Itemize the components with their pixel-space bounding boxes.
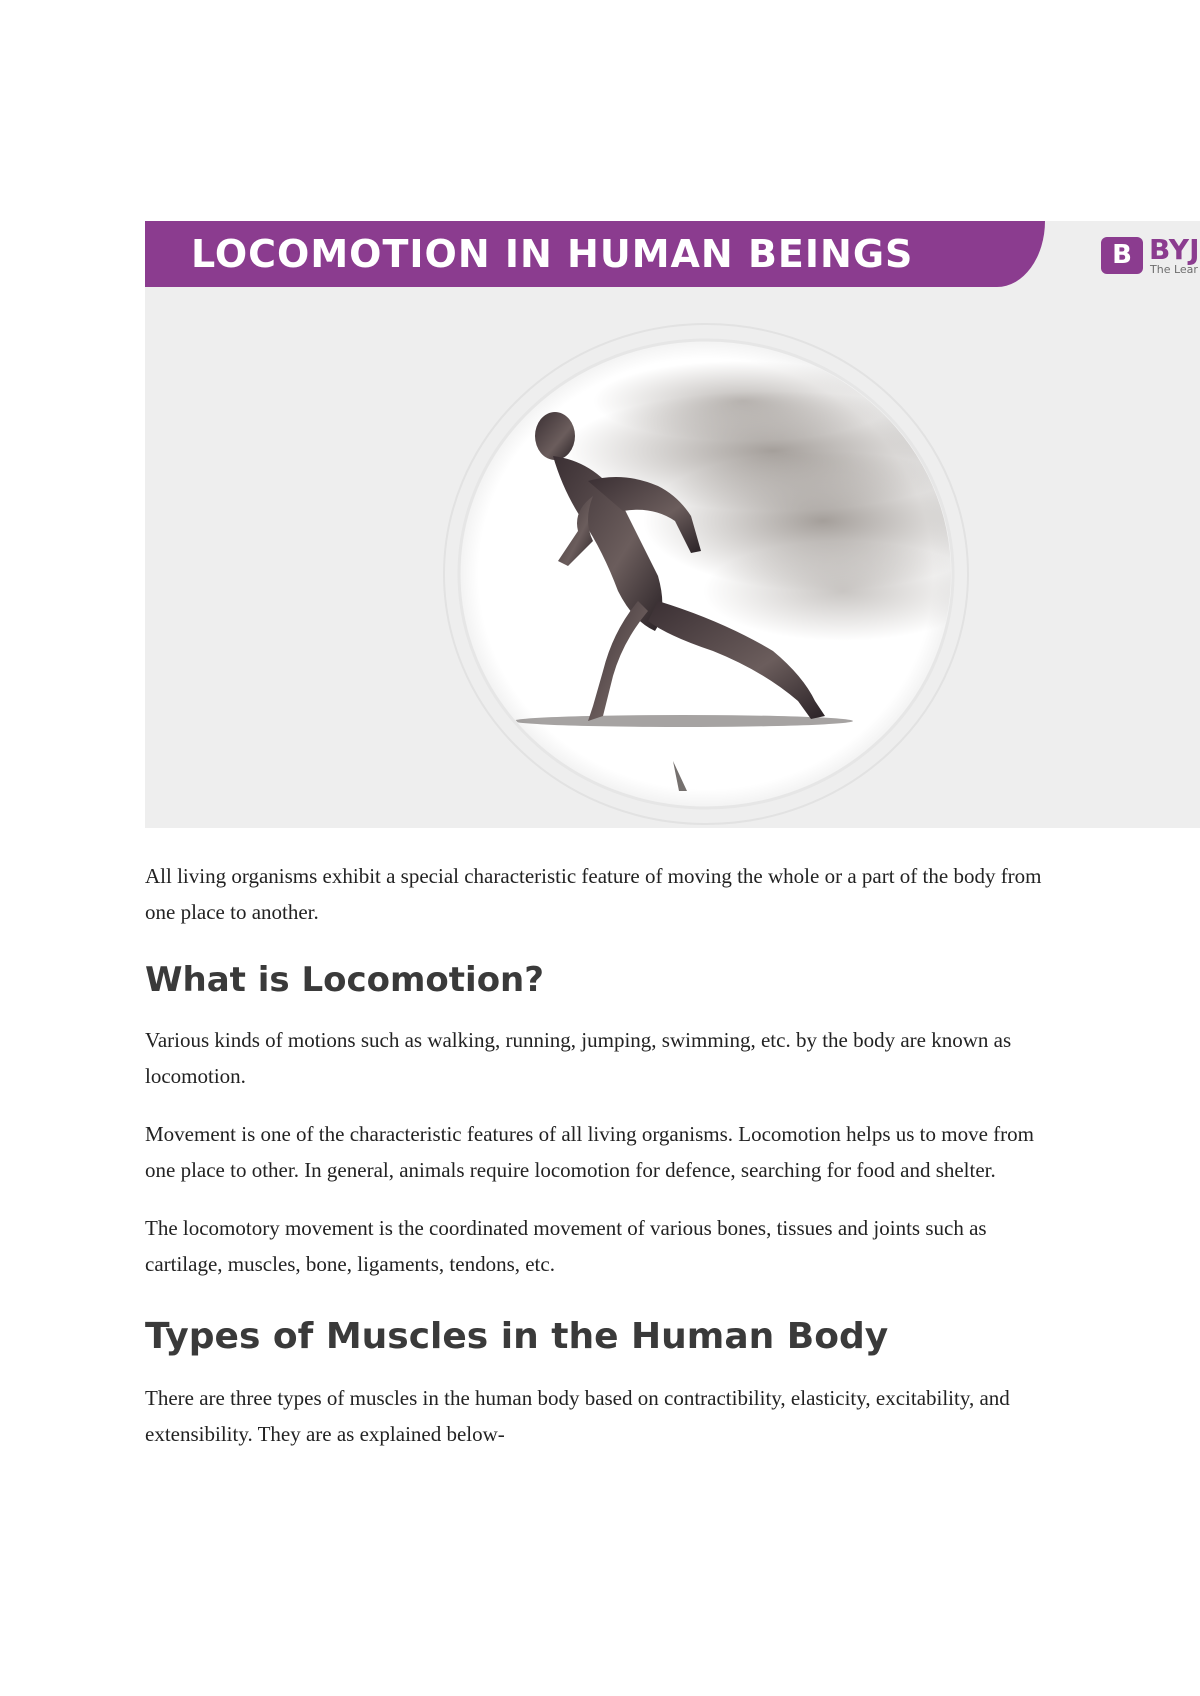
article-body [145, 858, 1060, 1452]
banner-title: LOCOMOTION IN HUMAN BEINGS [191, 232, 914, 276]
heading-what-is-locomotion: What is Locomotion? [145, 960, 544, 1000]
logo-tagline: The Lear [1150, 263, 1198, 276]
heading-types-of-muscles: Types of Muscles in the Human Body [145, 1316, 889, 1357]
logo-mark-icon: B [1101, 237, 1143, 274]
motions-paragraph: Various kinds of motions such as walking, running, jumping, swimming, etc. by the body are known as locomotion. [145, 1028, 1012, 1088]
movement-paragraph: Movement is one of the characteristic features of all living organisms. Locomotion helps us to move from one place to other. In general, animals require locomotion for defence, searching for food and shelter. [145, 1122, 1034, 1182]
types-paragraph: There are three types of muscles in the human body based on contractibility, elasticity, excitability, and extensibility. They are as explained below- [145, 1386, 1010, 1446]
intro-paragraph: All living organisms exhibit a special characteristic feature of moving the whole or a part of the body from one place to another. [145, 864, 1042, 924]
title-banner [145, 221, 1045, 287]
hero-image [145, 221, 1200, 828]
running-figure-illustration [443, 321, 969, 827]
byjus-logo [1101, 235, 1200, 281]
coordinated-movement-paragraph: The locomotory movement is the coordinated movement of various bones, tissues and joints such as cartilage, muscles, bone, ligaments, tendons, etc. [145, 1216, 987, 1276]
logo-wordmark: BYJ [1149, 235, 1200, 266]
